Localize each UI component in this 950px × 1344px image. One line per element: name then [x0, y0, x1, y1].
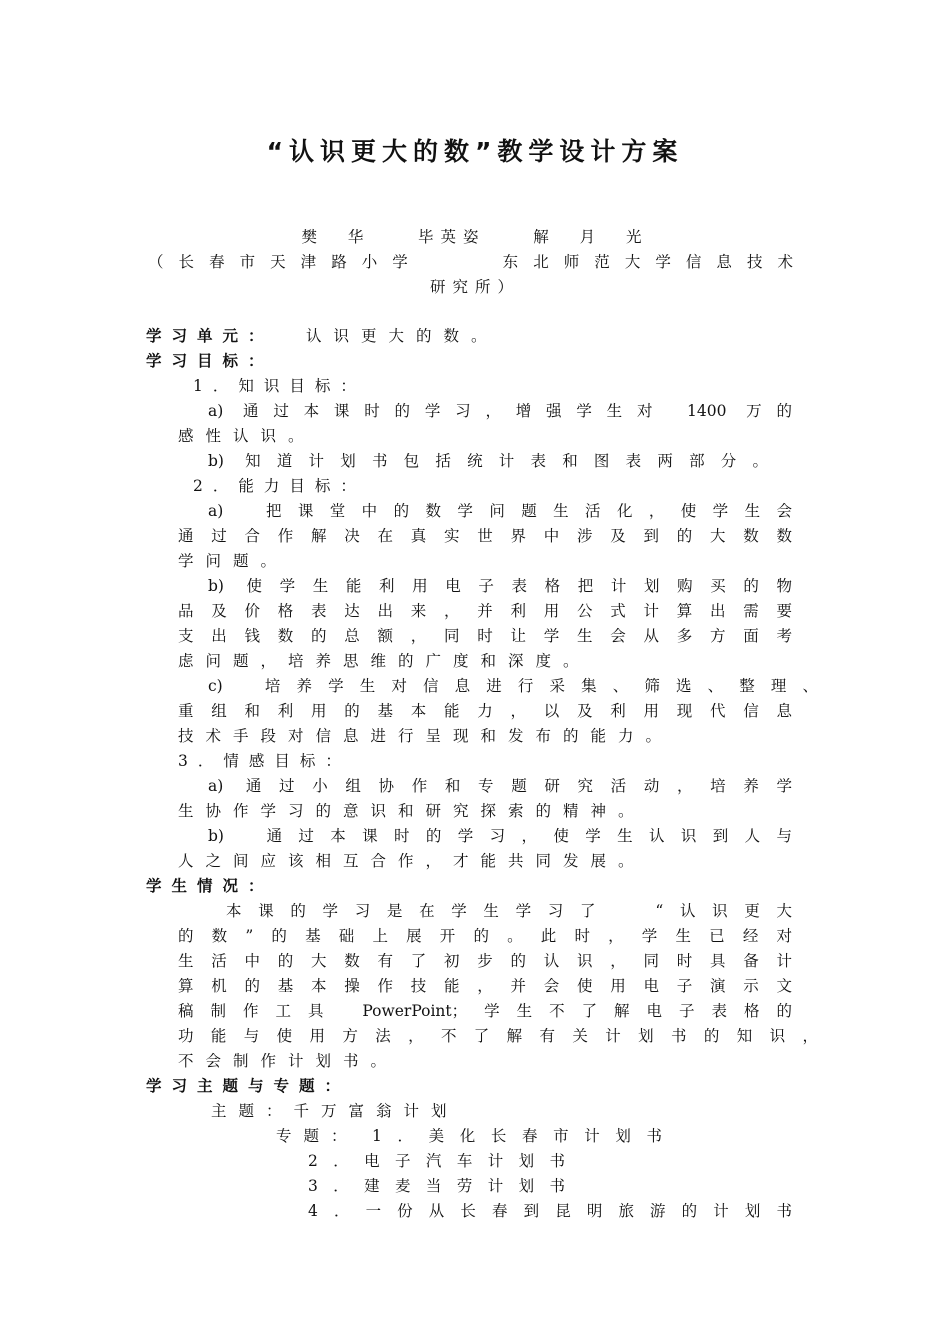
- students-line-3: 生活中的大数有了初步的认识，同时具备计: [178, 952, 792, 970]
- ability-b-line-4: 虑问题，培养思维的广度和深度。: [178, 652, 591, 670]
- topic-4: 4．一份从长春到昆明旅游的计划书: [308, 1202, 792, 1220]
- unit-value: 认识更大的数。: [306, 327, 499, 345]
- students-label: 学生情况：: [146, 877, 274, 895]
- affiliation-line-1: （长春市天津路小学 东北师范大学信息技术: [148, 253, 793, 271]
- objectives-label: 学习目标：: [146, 352, 274, 370]
- emotion-a-line-1: a) 通过小组协作和专题研究活动，培养学: [208, 777, 792, 795]
- ability-b-line-1: b) 使学生能利用电子表格把计划购买的物: [208, 577, 792, 595]
- ability-c-line-2: 重组和利用的基本能力，以及利用现代信息: [178, 702, 792, 720]
- theme-line: 主题：千万富翁计划: [211, 1102, 459, 1120]
- knowledge-a-line-2: 感性认识。: [178, 427, 316, 445]
- emotion-b-line-2: 人之间应该相互合作，才能共同发展。: [178, 852, 646, 870]
- students-line-1: 本课的学习是在学生学习了 “认识更大: [226, 902, 792, 920]
- ability-a-line-3: 学问题。: [178, 552, 289, 570]
- students-line-5: 稿制作工具 PowerPoint；学生不了解电子表格的: [178, 1002, 792, 1020]
- ability-a-line-2: 通过合作解决在真实世界中涉及到的大数数: [178, 527, 792, 545]
- ability-b-line-3: 支出钱数的总额，同时让学生会从多方面考: [178, 627, 792, 645]
- students-line-7: 不会制作计划书。: [178, 1052, 399, 1070]
- emotion-a-line-2: 生协作学习的意识和研究探索的精神。: [178, 802, 646, 820]
- ability-a-line-1: a) 把课堂中的数学问题生活化，使学生会: [208, 502, 792, 520]
- affiliation-line-2: 研究所）: [429, 278, 520, 296]
- students-line-2: 的数”的基础上展开的。此时，学生已经对: [178, 927, 792, 945]
- knowledge-b-line-1: b) 知道计划书包括统计表和图表两部分。: [208, 452, 768, 470]
- ability-c-line-1: c) 培养学生对信息进行采集、筛选、整理、: [208, 677, 818, 695]
- topic-2: 2．电子汽车计划书: [308, 1152, 565, 1170]
- knowledge-heading: 1．知识目标：: [193, 377, 366, 395]
- ability-heading: 2．能力目标：: [193, 477, 366, 495]
- ability-c-line-3: 技术手段对信息进行呈现和发布的能力。: [178, 727, 674, 745]
- authors: 樊 华 毕英姿 解 月 光: [301, 228, 649, 246]
- topic-label: 专题：: [276, 1127, 359, 1145]
- emotion-b-line-1: b) 通过本课时的学习，使学生认识到人与: [208, 827, 792, 845]
- ability-b-line-2: 品及价格表达出来，并利用公式计算出需要: [178, 602, 792, 620]
- students-line-6: 功能与使用方法，不了解有关计划书的知识，: [178, 1027, 818, 1045]
- page-title: “认识更大的数”教学设计方案: [266, 137, 684, 166]
- students-line-4: 算机的基本操作技能，并会使用电子演示文: [178, 977, 792, 995]
- topic-3: 3．建麦当劳计划书: [308, 1177, 565, 1195]
- topic-1: 1．美化长春市计划书: [372, 1127, 662, 1145]
- themes-label: 学习主题与专题：: [146, 1077, 351, 1095]
- unit-label: 学习单元：: [146, 327, 274, 345]
- emotion-heading: 3．情感目标：: [178, 752, 351, 770]
- knowledge-a-line-1: a) 通过本课时的学习，增强学生对 1400 万的: [208, 402, 792, 420]
